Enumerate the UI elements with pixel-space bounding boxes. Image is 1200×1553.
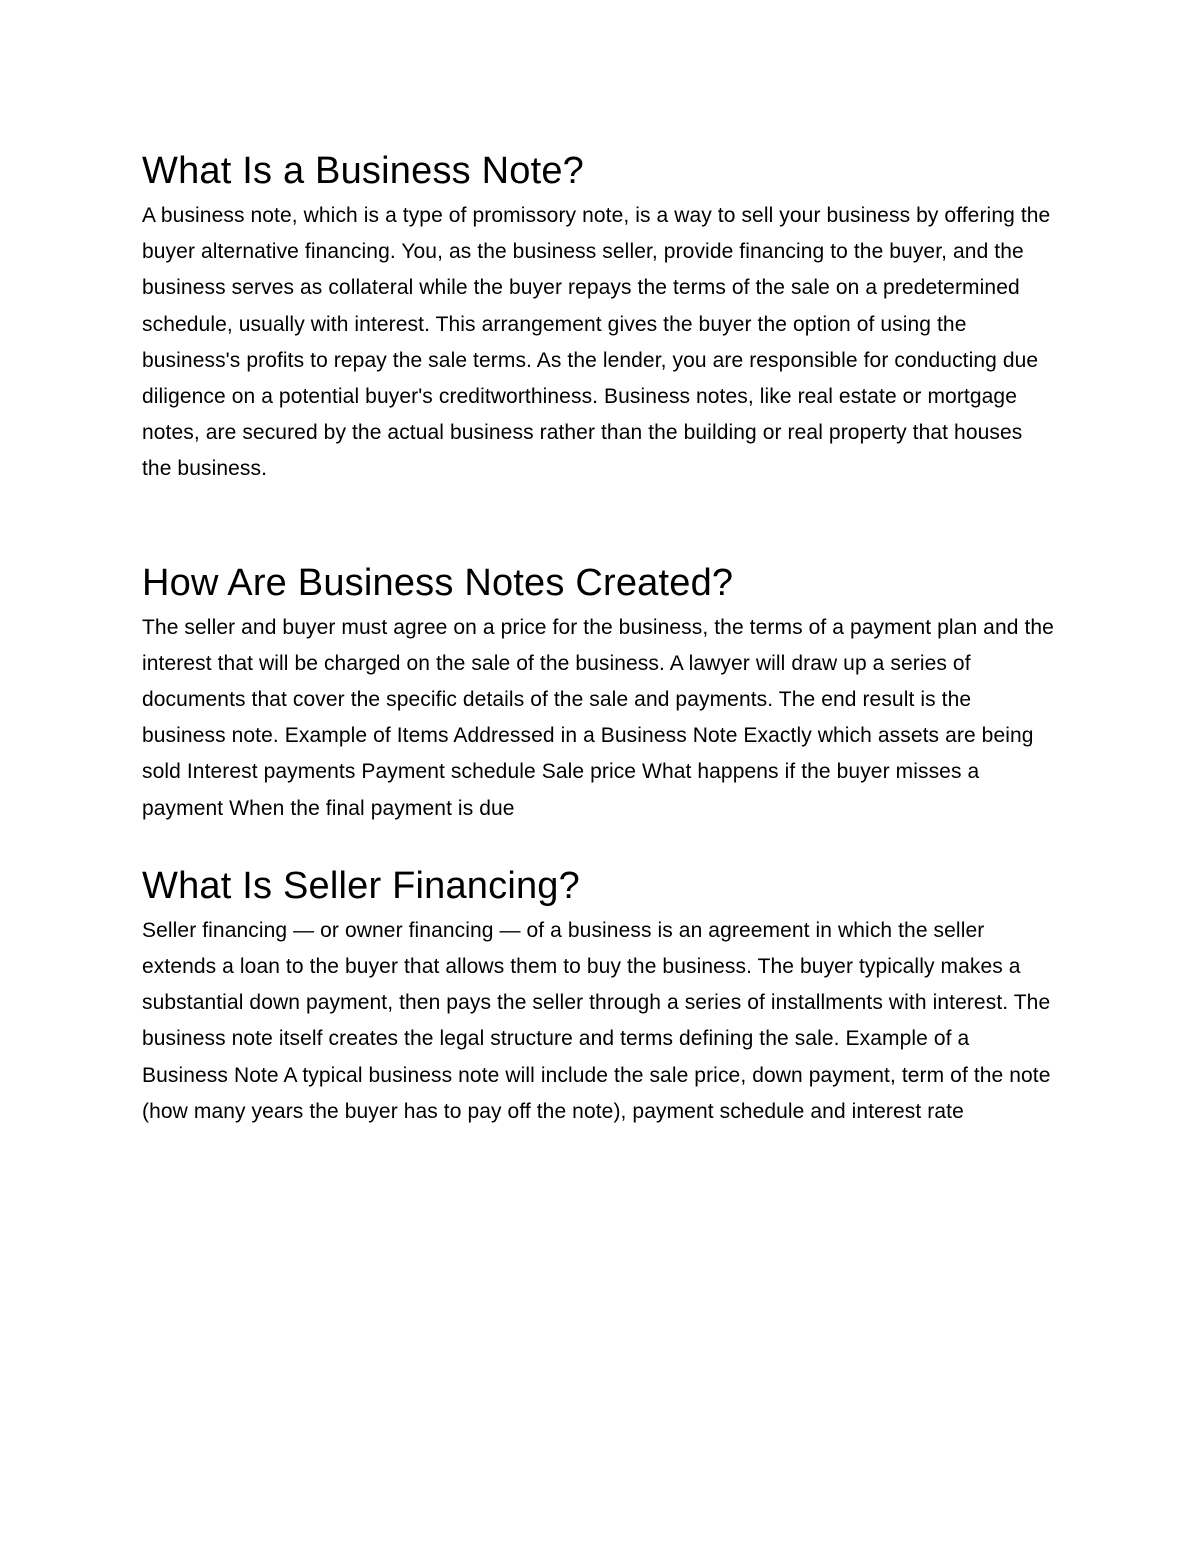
section-seller-financing [142, 863, 1057, 1130]
section-body: The seller and buyer must agree on a price for the business, the terms of a payment plan and the interest that will be charged on the sale of the business. A lawyer will draw up a series of documents that cover the specific details of the sale and payments. The end result is the business note. Example of Items Addressed in a Business Note Exactly which assets are being sold Interest payments Payment schedule Sale price What happens if the buyer misses a payment When the final payment is due [142, 615, 1054, 820]
section-business-note [142, 148, 1057, 488]
section-body: Seller financing — or owner financing — of a business is an agreement in which the seller extends a loan to the buyer that allows them to buy the business. The buyer typically makes a substantial down payment, then pays the seller through a series of installments with interest. The business note itself creates the legal structure and terms defining the sale. Example of a Business Note A typical business note will include the sale price, down payment, term of the note (how many years the buyer has to pay off the note), payment schedule and interest rate [142, 918, 1051, 1123]
section-heading: What Is Seller Financing? [142, 864, 580, 907]
section-heading: How Are Business Notes Created? [142, 561, 734, 604]
section-body: A business note, which is a type of promissory note, is a way to sell your business by offering the buyer alternative financing. You, as the business seller, provide financing to the buyer, and the business serves as collateral while the buyer repays the terms of the sale on a predetermined schedule, usually with interest. This arrangement gives the buyer the option of using the business's profits to repay the sale terms. As the lender, you are responsible for conducting due diligence on a potential buyer's creditworthiness. Business notes, like real estate or mortgage notes, are secured by the actual business rather than the building or real property that houses the business. [142, 204, 1051, 481]
document-content [142, 148, 1057, 1130]
section-heading: What Is a Business Note? [142, 150, 585, 192]
section-notes-created [142, 560, 1057, 827]
